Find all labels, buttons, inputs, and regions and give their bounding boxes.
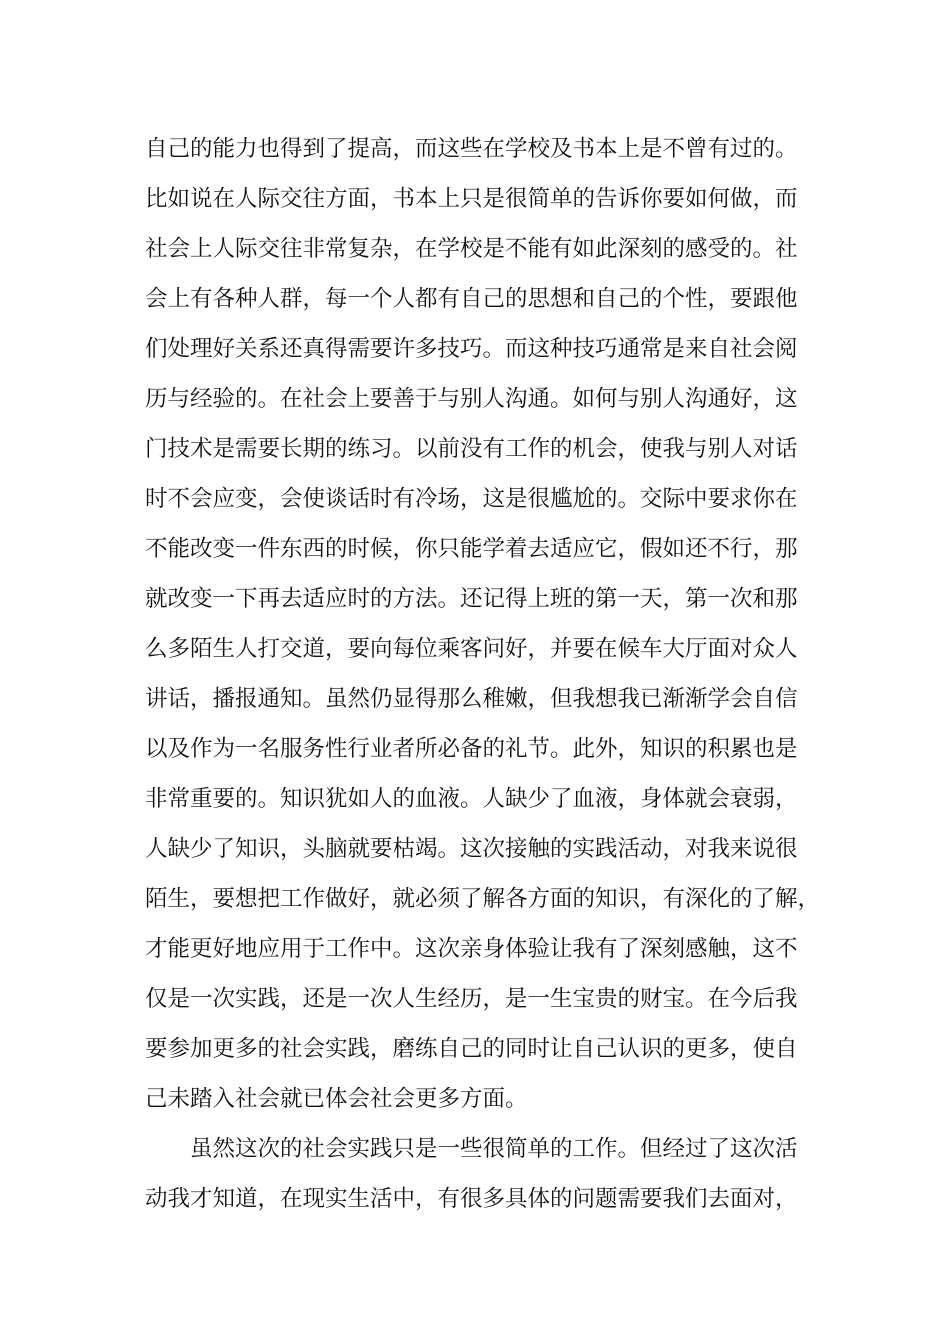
text-line: 人缺少了知识，头脑就要枯竭。这次接触的实践活动，对我来说很 (145, 836, 798, 862)
text-line: 门技术是需要长期的练习。以前没有工作的机会，使我与别人对话 (145, 436, 798, 462)
text-line: 时不会应变，会使谈话时有冷场，这是很尴尬的。交际中要求你在 (145, 486, 798, 512)
text-line: 比如说在人际交往方面，书本上只是很简单的告诉你要如何做，而 (145, 186, 798, 212)
text-line: 以及作为一名服务性行业者所必备的礼节。此外，知识的积累也是 (145, 736, 798, 762)
text-line: 仅是一次实践，还是一次人生经历，是一生宝贵的财宝。在今后我 (145, 986, 798, 1012)
text-line: 会上有各种人群，每一个人都有自己的思想和自己的个性，要跟他 (145, 286, 798, 312)
text-line: 动我才知道，在现实生活中，有很多具体的问题需要我们去面对， (145, 1186, 798, 1212)
text-line: 非常重要的。知识犹如人的血液。人缺少了血液，身体就会衰弱， (145, 786, 798, 812)
text-line: 么多陌生人打交道，要向每位乘客问好，并要在候车大厅面对众人 (145, 636, 798, 662)
text-line: 历与经验的。在社会上要善于与别人沟通。如何与别人沟通好，这 (145, 386, 798, 412)
text-line: 们处理好关系还真得需要许多技巧。而这种技巧通常是来自社会阅 (145, 336, 798, 362)
text-line: 不能改变一件东西的时候，你只能学着去适应它，假如还不行，那 (145, 536, 798, 562)
text-line: 社会上人际交往非常复杂，在学校是不能有如此深刻的感受的。社 (145, 236, 798, 262)
text-line: 虽然这次的社会实践只是一些很简单的工作。但经过了这次活 (145, 1136, 798, 1162)
text-line: 自己的能力也得到了提高，而这些在学校及书本上是不曾有过的。 (145, 136, 798, 162)
text-line: 才能更好地应用于工作中。这次亲身体验让我有了深刻感触，这不 (145, 936, 798, 962)
text-line: 要参加更多的社会实践，磨练自己的同时让自己认识的更多，使自 (145, 1036, 798, 1062)
text-line: 讲话，播报通知。虽然仍显得那么稚嫩，但我想我已渐渐学会自信 (145, 686, 798, 712)
text-line: 陌生，要想把工作做好，就必须了解各方面的知识，有深化的了解， (145, 886, 821, 912)
body-text (145, 124, 825, 1224)
text-line: 己未踏入社会就已体会社会更多方面。 (145, 1086, 528, 1112)
text-line: 就改变一下再去适应时的方法。还记得上班的第一天，第一次和那 (145, 586, 798, 612)
